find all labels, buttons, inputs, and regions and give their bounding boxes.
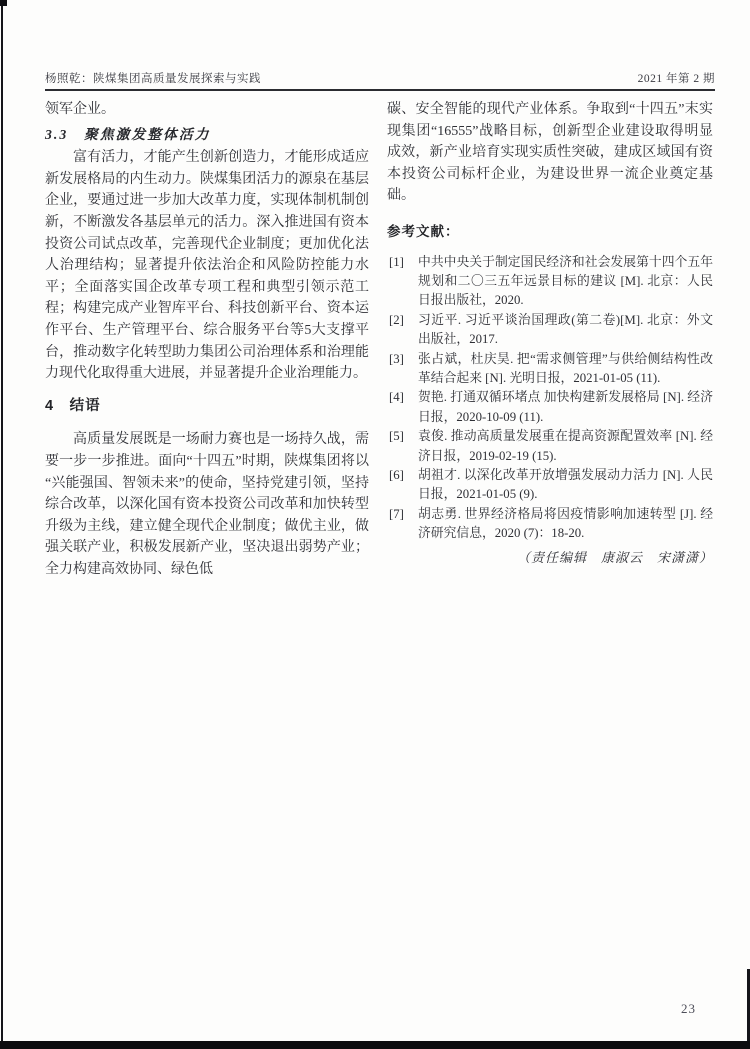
reference-text: 贺艳. 打通双循环堵点 加快构建新发展格局 [N]. 经济日报，2020-10-09 (11). — [418, 390, 713, 424]
reference-item — [387, 253, 713, 311]
reference-number: [1] — [389, 254, 404, 269]
reference-text: 张占斌，杜庆昊. 把“需求侧管理”与供给侧结构性改革结合起来 [N]. 光明日报，2021-01-05 (11). — [418, 351, 713, 385]
page-number: 23 — [681, 1001, 696, 1016]
scan-corner-mark — [0, 0, 7, 6]
reference-text: 习近平. 习近平谈治国理政(第二卷)[M]. 北京：外文出版社，2017. — [418, 312, 713, 347]
reference-item — [387, 311, 713, 350]
references-heading: 参考文献： — [387, 223, 460, 239]
reference-text: 胡志勇. 世界经济格局将因疫情影响加速转型 [J]. 经济研究信息，2020 (7)：18-20. — [418, 506, 713, 541]
references-list — [387, 253, 713, 544]
reference-number: [7] — [389, 506, 404, 521]
reference-item — [387, 388, 713, 427]
running-header — [45, 70, 715, 86]
reference-item — [387, 427, 713, 466]
editor-note: （责任编辑 康淑云 宋潇潇） — [516, 549, 713, 565]
paragraph-continuation-end: 领军企业。 — [45, 102, 115, 117]
reference-number: [3] — [389, 351, 404, 366]
reference-number: [4] — [389, 390, 404, 405]
reference-text: 袁俊. 推动高质量发展重在提高资源配置效率 [N]. 经济日报，2019-02-19 (15). — [418, 429, 713, 463]
scan-bottom-edge-bar — [0, 1041, 750, 1049]
section-4-paragraph: 高质量发展既是一场耐力赛也是一场持久战，需要一步一步推进。面向“十四五”时期，陕煤集团将以“兴能强国、智领未来”的使命，坚持党建引领，坚持综合改革，以深化国有资本投资公司改革和加快转型升级为主线，建立健全现代企业制度；做优主业，做强关联产业，积极发展新产业，坚决退出弱势产业；全力构建高效协同、绿色低 — [45, 432, 369, 577]
reference-number: [2] — [389, 312, 404, 327]
scan-left-edge-line — [1, 0, 3, 1049]
header-issue-label: 2021 年第 2 期 — [637, 73, 715, 85]
header-rule — [45, 89, 715, 91]
reference-item — [387, 350, 713, 389]
section-3-3-paragraph: 富有活力，才能产生创新创造力，才能形成适应新发展格局的内生动力。陕煤集团活力的源泉在基层企业，要通过进一步加大改革力度，实现体制机制创新，不断激发各基层单元的活力。深入推进国有资本投资公司试点改革，完善现代企业制度；更加优化法人治理结构；显著提升依法治企和风险防控能力水平；全面落实国企改革专项工程和典型引领示范工程；构建完成产业智库平台、科技创新平台、资本运作平台、生产管理平台、综合服务平台等5大支撑平台，推动数字化转型助力集团公司治理体系和治理能力现代化取得重大进展，并显著提升企业治理能力。 — [45, 150, 369, 382]
reference-item — [387, 505, 713, 544]
reference-text: 胡祖才. 以深化改革开放增强发展动力活力 [N]. 人民日报，2021-01-05 (9). — [418, 468, 713, 502]
section-3-3-heading: 3.3 聚焦激发整体活力 — [45, 126, 211, 142]
reference-number: [5] — [389, 429, 404, 444]
header-article-title: 杨照乾：陕煤集团高质量发展探索与实践 — [45, 73, 261, 85]
reference-text: 中共中央关于制定国民经济和社会发展第十四个五年规划和二〇三五年远景目标的建议 [M]. 北京：人民日报出版社，2020. — [418, 254, 713, 308]
right-column — [387, 99, 713, 568]
section-4-paragraph-continuation: 碳、安全智能的现代产业体系。争取到“十四五”末实现集团“16555”战略目标，创新型企业建设取得明显成效，新产业培育实现实质性突破，建成区域国有资本投资公司标杆企业，为建设世界一流企业奠定基础。 — [387, 102, 713, 204]
reference-item — [387, 466, 713, 505]
section-4-heading: 4 结语 — [45, 397, 101, 414]
reference-number: [6] — [389, 468, 404, 483]
left-column — [45, 99, 369, 580]
